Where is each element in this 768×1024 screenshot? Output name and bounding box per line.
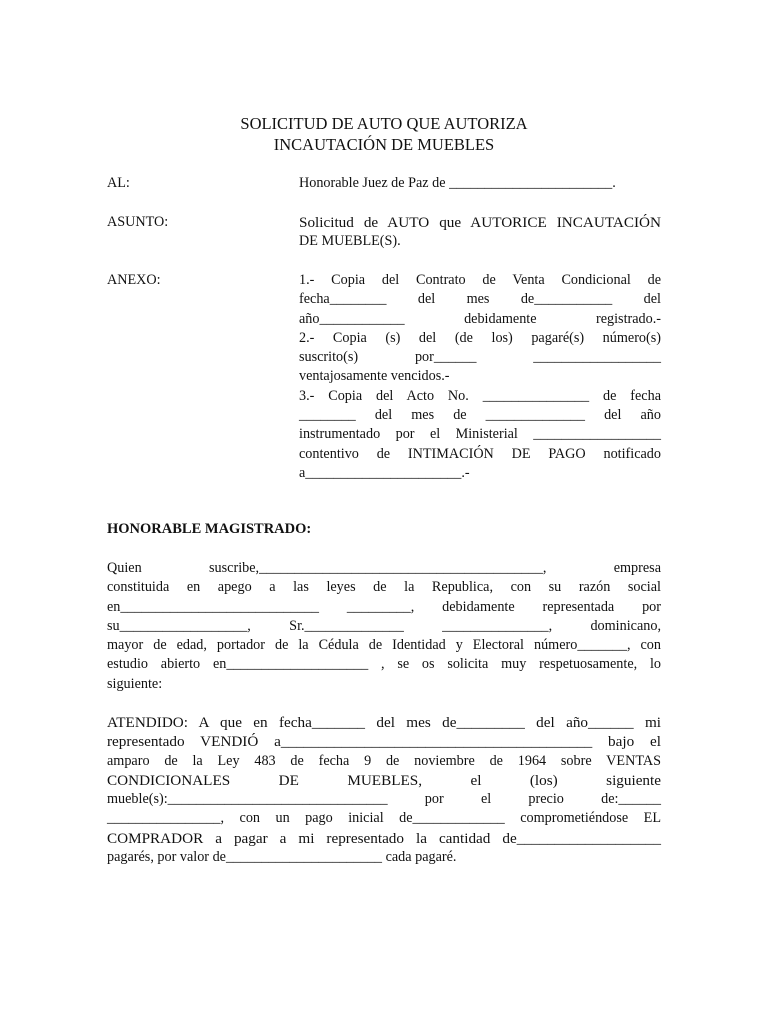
anexo-line: año____________ debidamente registrado.-	[299, 310, 661, 327]
anexo-line: fecha________ del mes de___________ del	[299, 291, 661, 308]
paragraph-line: representado VENDIÓ a_________________________________________ bajo el	[107, 733, 661, 751]
anexo-line: a______________________.-	[299, 464, 470, 481]
paragraph-line: mayor de edad, portador de la Cédula de Identidad y Electoral número_______, con	[107, 637, 661, 654]
title-line-2: INCAUTACIÓN DE MUEBLES	[273, 135, 495, 154]
al-label: AL:	[107, 175, 130, 191]
anexo-line: ________ del mes de ______________ del año	[299, 407, 661, 424]
anexo-line: 2.- Copia (s) del (de los) pagaré(s) número(s)	[299, 329, 661, 346]
anexo-line: suscrito(s) por______ __________________	[299, 349, 661, 366]
paragraph-line: COMPRADOR a pagar a mi representado la cantidad de___________________	[107, 829, 661, 847]
asunto-line: Solicitud de AUTO que AUTORICE INCAUTACIÓN	[299, 214, 661, 231]
paragraph-line: CONDICIONALES DE MUEBLES, el (los) siguiente	[107, 771, 661, 789]
anexo-line: ventajosamente vencidos.-	[299, 368, 450, 385]
paragraph-atendido	[107, 713, 661, 867]
salutation-heading: HONORABLE MAGISTRADO:	[107, 521, 312, 537]
al-value: Honorable Juez de Paz de _______________________.	[299, 175, 616, 191]
asunto-label: ASUNTO:	[107, 214, 169, 230]
paragraph-line: mueble(s):_______________________________ por el precio de:______	[107, 791, 661, 808]
paragraph-line: en____________________________ _________, debidamente representada por	[107, 598, 661, 615]
paragraph-line: Quien suscribe,________________________________________, empresa	[107, 560, 661, 576]
asunto-line: DE MUEBLE(S).	[299, 233, 401, 250]
paragraph-line: constituida en apego a las leyes de la Republica, con su razón social	[107, 579, 661, 596]
anexo-line: 3.- Copia del Acto No. _______________ de fecha	[299, 387, 661, 404]
paragraph-intro	[107, 559, 661, 694]
anexo-line: 1.- Copia del Contrato de Venta Condicional de	[299, 272, 661, 288]
paragraph-line: su__________________, Sr.______________ _______________, dominicano,	[107, 617, 661, 634]
paragraph-line: siguiente:	[107, 675, 163, 692]
paragraph-line: amparo de la Ley 483 de fecha 9 de noviembre de 1964 sobre VENTAS	[107, 752, 661, 769]
anexo-label: ANEXO:	[107, 272, 161, 288]
paragraph-line: ________________, con un pago inicial de_____________ comprometiéndose EL	[107, 810, 661, 827]
asunto-value	[299, 213, 661, 252]
document-title	[0, 113, 768, 155]
anexo-line: contentivo de INTIMACIÓN DE PAGO notificado	[299, 445, 661, 462]
paragraph-line: pagarés, por valor de______________________ cada pagaré.	[107, 849, 457, 866]
anexo-value	[299, 271, 661, 483]
title-line-1: SOLICITUD DE AUTO QUE AUTORIZA	[240, 114, 528, 133]
anexo-line: instrumentado por el Ministerial __________________	[299, 426, 661, 443]
paragraph-line: ATENDIDO: A que en fecha_______ del mes de_________ del año______ mi	[107, 714, 661, 731]
paragraph-line: estudio abierto en____________________ , se os solicita muy respetuosamente, lo	[107, 656, 661, 673]
